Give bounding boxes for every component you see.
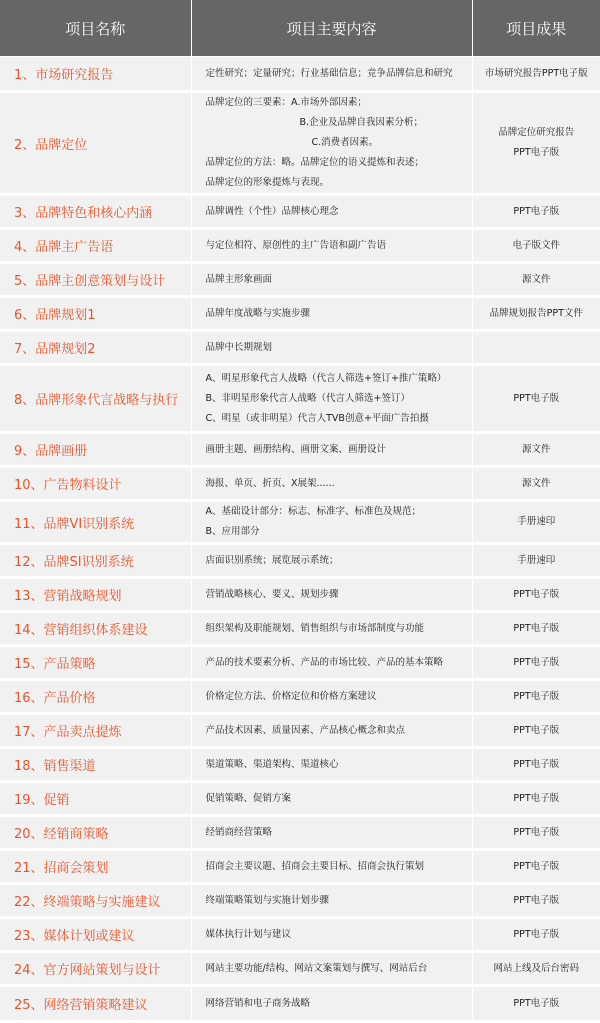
table-row <box>0 263 600 297</box>
table-row <box>0 331 600 365</box>
table-row <box>0 297 600 331</box>
project-name-cell: 18、销售渠道 <box>0 748 191 782</box>
content-line: 促销策略、促销方案 <box>206 789 468 809</box>
table-row <box>0 646 600 680</box>
project-content-cell <box>191 92 472 195</box>
project-result-cell <box>472 748 600 782</box>
table-row <box>0 986 600 1022</box>
content-line: 品牌定位的形象提炼与表现。 <box>206 173 468 193</box>
table-row <box>0 850 600 884</box>
content-line: B.企业及品牌自我因素分析； <box>206 113 468 133</box>
content-line: 招商会主要议题、招商会主要目标、招商会执行策划 <box>206 857 468 877</box>
project-content-cell <box>191 433 472 467</box>
project-result-cell <box>472 195 600 229</box>
project-content-cell <box>191 365 472 433</box>
project-result-cell <box>472 433 600 467</box>
content-line: C.消费者因素。 <box>206 133 468 153</box>
project-result-cell <box>472 501 600 544</box>
project-name-cell: 23、媒体计划或建议 <box>0 918 191 952</box>
project-content-cell <box>191 952 472 986</box>
project-name-cell: 14、营销组织体系建设 <box>0 612 191 646</box>
content-line: 网络营销和电子商务战略 <box>206 994 468 1014</box>
content-line: 网站主要功能/结构、网站文案策划与撰写、网站后台 <box>206 959 468 979</box>
table-row <box>0 544 600 578</box>
table-row <box>0 884 600 918</box>
result-line: PPT电子版 <box>473 994 600 1014</box>
project-name-cell: 4、品牌主广告语 <box>0 229 191 263</box>
project-content-cell <box>191 57 472 92</box>
project-name-cell: 1、市场研究报告 <box>0 57 191 92</box>
result-line: 源文件 <box>473 270 600 290</box>
project-name-cell: 21、招商会策划 <box>0 850 191 884</box>
project-content-cell <box>191 501 472 544</box>
result-line: PPT电子版 <box>473 619 600 639</box>
project-result-cell <box>472 714 600 748</box>
project-name-cell: 6、品牌规划1 <box>0 297 191 331</box>
project-result-cell <box>472 646 600 680</box>
project-result-cell <box>472 57 600 92</box>
content-line: 店面识别系统；展览展示系统； <box>206 551 468 571</box>
project-content-cell <box>191 782 472 816</box>
project-name-cell: 3、品牌特色和核心内涵 <box>0 195 191 229</box>
project-name-cell: 10、广告物料设计 <box>0 467 191 501</box>
table-row <box>0 229 600 263</box>
project-result-cell <box>472 365 600 433</box>
result-line: PPT电子版 <box>473 925 600 945</box>
project-result-cell <box>472 229 600 263</box>
content-line: 产品技术因素、质量因素、产品核心概念和卖点 <box>206 721 468 741</box>
result-line: 网站上线及后台密码 <box>473 959 600 979</box>
result-line: 品牌规划报告PPT文件 <box>473 304 600 324</box>
result-line: PPT电子版 <box>473 823 600 843</box>
project-name-cell: 20、经销商策略 <box>0 816 191 850</box>
project-name-cell: 24、官方网站策划与设计 <box>0 952 191 986</box>
project-name-cell: 15、产品策略 <box>0 646 191 680</box>
content-line: 媒体执行计划与建议 <box>206 925 468 945</box>
header-row <box>0 0 600 57</box>
project-name-cell: 7、品牌规划2 <box>0 331 191 365</box>
header-project-result: 项目成果 <box>472 0 600 57</box>
table-body <box>0 57 600 1022</box>
content-line: 品牌定位的三要素：A.市场外部因素； <box>206 93 468 113</box>
table-row <box>0 467 600 501</box>
project-result-cell <box>472 467 600 501</box>
table-row <box>0 365 600 433</box>
project-result-cell <box>472 263 600 297</box>
table-row <box>0 433 600 467</box>
project-content-cell <box>191 467 472 501</box>
result-line: PPT电子版 <box>473 653 600 673</box>
content-line: A、明星形象代言人战略（代言人筛选+签订+推广策略） <box>206 369 468 389</box>
project-content-cell <box>191 263 472 297</box>
project-name-cell: 19、促销 <box>0 782 191 816</box>
project-name-cell: 2、品牌定位 <box>0 92 191 195</box>
table-row <box>0 195 600 229</box>
content-line: 营销战略核心、要义、规划步骤 <box>206 585 468 605</box>
result-line: 市场研究报告PPT电子版 <box>473 64 600 84</box>
project-name-cell: 12、品牌SI识别系统 <box>0 544 191 578</box>
result-line: PPT电子版 <box>473 687 600 707</box>
content-line: A、基础设计部分：标志、标准字、标准色及规范； <box>206 502 468 522</box>
project-name-cell: 9、品牌画册 <box>0 433 191 467</box>
project-content-cell <box>191 884 472 918</box>
project-content-cell <box>191 816 472 850</box>
project-result-cell <box>472 544 600 578</box>
project-result-cell <box>472 578 600 612</box>
table-row <box>0 612 600 646</box>
project-result-cell <box>472 884 600 918</box>
project-content-cell <box>191 331 472 365</box>
table-row <box>0 714 600 748</box>
project-result-cell <box>472 918 600 952</box>
result-line: PPT电子版 <box>473 585 600 605</box>
project-content-cell <box>191 195 472 229</box>
result-line: PPT电子版 <box>473 891 600 911</box>
project-name-cell: 16、产品价格 <box>0 680 191 714</box>
content-line: 经销商经营策略 <box>206 823 468 843</box>
content-line: B、应用部分 <box>206 522 468 542</box>
project-result-cell <box>472 92 600 195</box>
content-line: 品牌年度战略与实施步骤 <box>206 304 468 324</box>
project-content-cell <box>191 229 472 263</box>
result-line: 手册速印 <box>473 551 600 571</box>
table-row <box>0 952 600 986</box>
result-line: 电子版文件 <box>473 236 600 256</box>
table-row <box>0 680 600 714</box>
project-name-cell: 22、终端策略与实施建议 <box>0 884 191 918</box>
content-line: 品牌调性（个性）品牌核心理念 <box>206 202 468 222</box>
content-line: 画册主题、画册结构、画册文案、画册设计 <box>206 440 468 460</box>
project-name-cell: 11、品牌VI识别系统 <box>0 501 191 544</box>
project-content-cell <box>191 680 472 714</box>
project-content-cell <box>191 297 472 331</box>
project-content-cell <box>191 714 472 748</box>
table-row <box>0 92 600 195</box>
result-line: PPT电子版 <box>473 143 600 163</box>
result-line: 品牌定位研究报告 <box>473 123 600 143</box>
project-result-cell <box>472 782 600 816</box>
table-row <box>0 816 600 850</box>
project-result-cell <box>472 986 600 1022</box>
project-content-cell <box>191 578 472 612</box>
result-line: PPT电子版 <box>473 857 600 877</box>
table-row <box>0 782 600 816</box>
content-line: 渠道策略、渠道架构、渠道核心 <box>206 755 468 775</box>
result-line: PPT电子版 <box>473 755 600 775</box>
project-content-cell <box>191 612 472 646</box>
result-line: PPT电子版 <box>473 721 600 741</box>
project-result-cell <box>472 297 600 331</box>
result-line: 手册速印 <box>473 512 600 532</box>
content-line: C、明星（或非明星）代言人TVB创意+平面广告拍摄 <box>206 409 468 429</box>
content-line: 组织架构及职能规划、销售组织与市场部制度与功能 <box>206 619 468 639</box>
project-content-cell <box>191 850 472 884</box>
project-content-cell <box>191 544 472 578</box>
project-content-cell <box>191 918 472 952</box>
project-name-cell: 13、营销战略规划 <box>0 578 191 612</box>
project-result-cell <box>472 680 600 714</box>
table-row <box>0 501 600 544</box>
header-project-content: 项目主要内容 <box>191 0 472 57</box>
project-name-cell: 17、产品卖点提炼 <box>0 714 191 748</box>
result-line: PPT电子版 <box>473 389 600 409</box>
result-line: PPT电子版 <box>473 789 600 809</box>
project-content-cell <box>191 986 472 1022</box>
content-line: 定性研究；定量研究；行业基础信息；竞争品牌信息和研究 <box>206 64 468 84</box>
content-line: 品牌定位的方法：略。品牌定位的语义提炼和表述； <box>206 153 468 173</box>
table-row <box>0 918 600 952</box>
project-name-cell: 25、网络营销策略建议 <box>0 986 191 1022</box>
project-content-cell <box>191 748 472 782</box>
content-line: 终端策略策划与实施计划步骤 <box>206 891 468 911</box>
content-line: 价格定位方法、价格定位和价格方案建议 <box>206 687 468 707</box>
result-line: 源文件 <box>473 440 600 460</box>
table-row <box>0 578 600 612</box>
project-result-cell <box>472 331 600 365</box>
table-row <box>0 748 600 782</box>
project-result-cell <box>472 612 600 646</box>
project-result-cell <box>472 816 600 850</box>
content-line: 与定位相符、原创性的主广告语和副广告语 <box>206 236 468 256</box>
result-line: PPT电子版 <box>473 202 600 222</box>
content-line: 品牌主形象画面 <box>206 270 468 290</box>
content-line: B、非明星形象代言人战略（代言人筛选+签订） <box>206 389 468 409</box>
content-line: 海报、单页、折页、X展架...... <box>206 474 468 494</box>
project-name-cell: 5、品牌主创意策划与设计 <box>0 263 191 297</box>
content-line: 产品的技术要素分析、产品的市场比较、产品的基本策略 <box>206 653 468 673</box>
table-row <box>0 57 600 92</box>
header-project-name: 项目名称 <box>0 0 191 57</box>
result-line: 源文件 <box>473 474 600 494</box>
content-line: 品牌中长期规划 <box>206 338 468 358</box>
project-content-cell <box>191 646 472 680</box>
project-name-cell: 8、品牌形象代言战略与执行 <box>0 365 191 433</box>
project-result-cell <box>472 850 600 884</box>
project-result-cell <box>472 952 600 986</box>
